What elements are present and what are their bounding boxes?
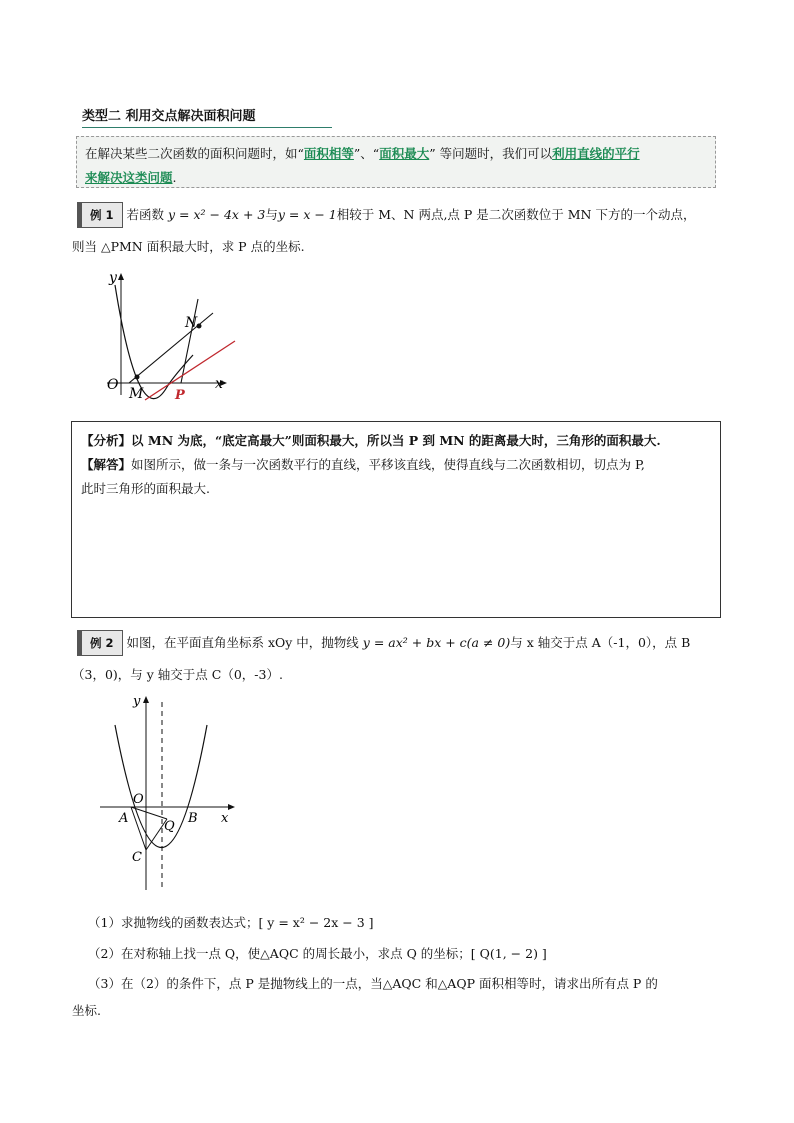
example2-tag: 例 2 xyxy=(77,630,123,656)
figure-1 xyxy=(95,265,255,405)
point-m xyxy=(135,375,140,380)
label-p: P xyxy=(175,388,185,403)
text: 与 xyxy=(265,207,278,222)
point-n xyxy=(197,324,202,329)
tip-text: ”、“ xyxy=(353,146,380,161)
tip-box xyxy=(76,136,716,188)
tip-highlight: 面积相等 xyxy=(303,146,354,161)
solution-text: 如图所示，做一条与一次函数平行的直线，平移该直线，使得直线与二次函数相切，切点为 P, xyxy=(131,457,645,472)
text: 相较于 M、N 两点,点 P 是二次函数位于 MN 下方的一个动点， xyxy=(336,207,696,222)
label-y: y xyxy=(109,270,117,286)
tip-highlight: 面积最大 xyxy=(379,146,430,161)
figure-2 xyxy=(95,690,240,895)
label-b: B xyxy=(188,811,198,826)
solution-label: 【解答】 xyxy=(81,457,132,472)
example1-tag: 例 1 xyxy=(77,202,123,228)
label-q: Q xyxy=(164,819,175,834)
label-x: x xyxy=(221,811,229,826)
section-title: 类型二 利用交点解决面积问题 xyxy=(82,105,332,128)
question-3-cont: 坐标. xyxy=(72,1003,101,1018)
tip-text: ” 等问题时，我们可以 xyxy=(429,146,553,161)
formula: y = x² − 4x + 3 xyxy=(168,207,266,222)
tip-highlight: 利用直线的平行 xyxy=(552,146,640,161)
analysis-text: 以 MN 为底，“底定高最大”则面积最大，所以当 P 到 MN 的距离最大时，三角形的面积最大. xyxy=(131,433,661,448)
label-o: O xyxy=(107,377,119,393)
analysis-label: 【分析】 xyxy=(81,433,132,448)
text: 与 x 轴交于点 A（-1，0），点 B xyxy=(510,635,691,650)
example2-line1 xyxy=(77,630,690,656)
parabola xyxy=(115,725,207,848)
question-1: （1）求抛物线的函数表达式；[ y = x² − 2x − 3 ] xyxy=(88,915,374,930)
text: 如图，在平面直角坐标系 xOy 中，抛物线 xyxy=(126,635,359,650)
analysis-box xyxy=(71,421,721,618)
question-3: （3）在（2）的条件下，点 P 是抛物线上的一点，当△AQC 和△AQP 面积相等时，请求出所有点 P 的 xyxy=(88,976,658,991)
label-m: M xyxy=(129,386,144,402)
question-2: （2）在对称轴上找一点 Q，使△AQC 的周长最小，求点 Q 的坐标；[ Q(1, − 2) ] xyxy=(88,946,547,961)
tip-highlight: 来解决这类问题 xyxy=(85,170,173,185)
label-x: x xyxy=(215,376,223,392)
example1-line1 xyxy=(77,202,695,228)
label-c: C xyxy=(132,850,142,865)
label-y: y xyxy=(133,694,141,709)
formula: y = x − 1 xyxy=(277,207,337,222)
example2-line2: （3，0)，与 y 轴交于点 C（0，-3）. xyxy=(72,667,283,682)
text: 若函数 xyxy=(126,207,165,222)
example1-line2: 则当 △PMN 面积最大时，求 P 点的坐标. xyxy=(72,239,305,254)
formula: y = ax² + bx + c(a ≠ 0) xyxy=(362,635,511,650)
tip-text: 在解决某些二次函数的面积问题时，如“ xyxy=(85,146,304,161)
line-mn xyxy=(129,313,213,383)
label-o: O xyxy=(133,792,144,807)
solution-text: 此时三角形的面积最大. xyxy=(81,481,210,496)
tip-text: . xyxy=(172,170,177,185)
label-n: N xyxy=(185,315,198,331)
label-a: A xyxy=(119,811,129,826)
